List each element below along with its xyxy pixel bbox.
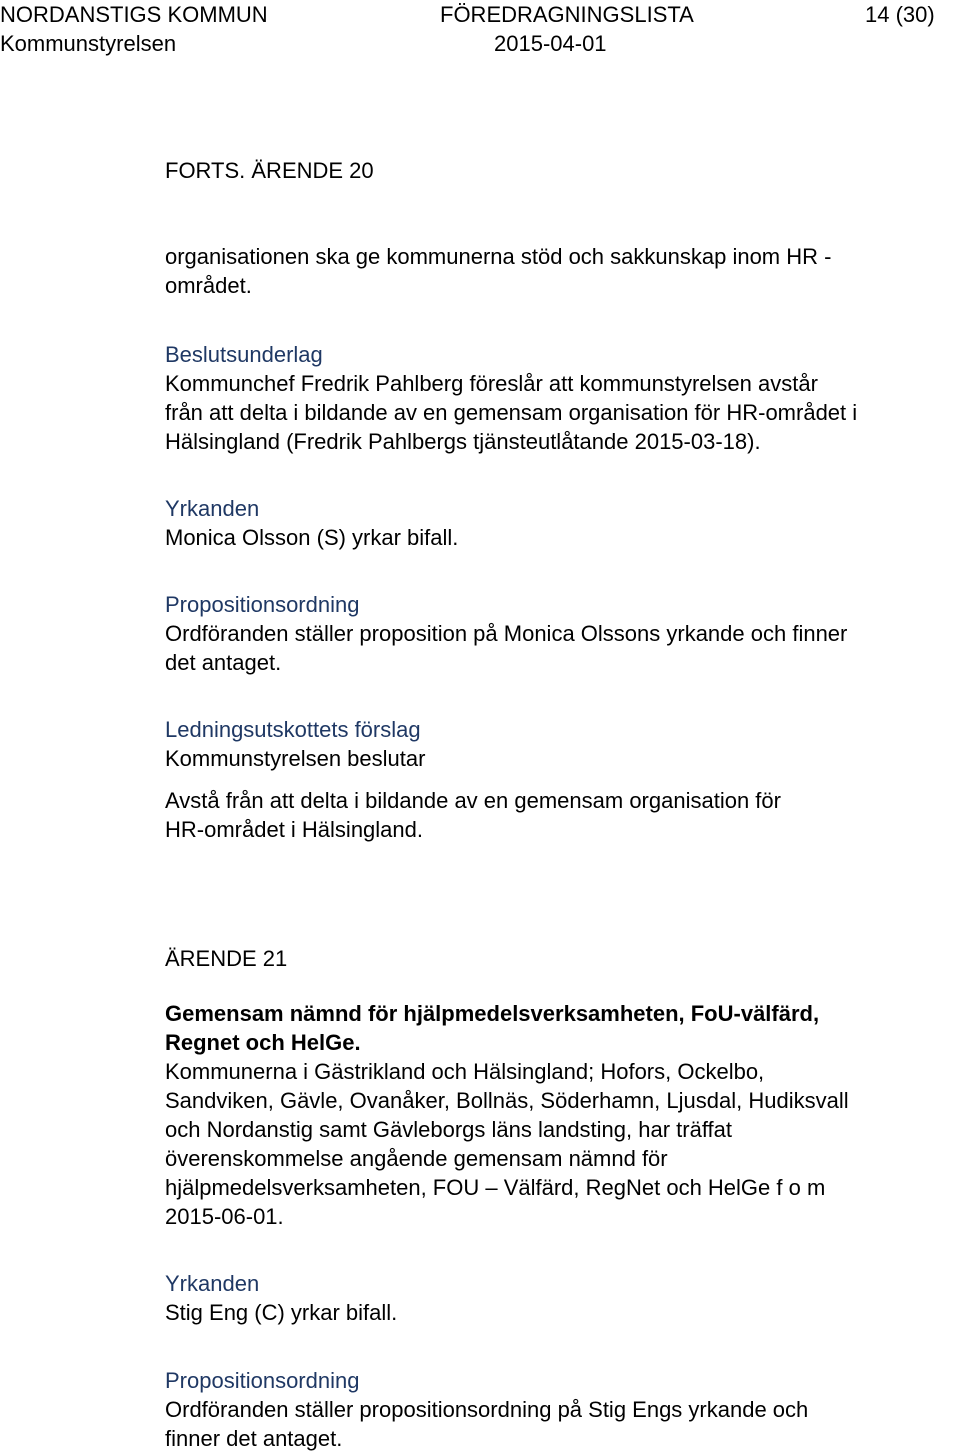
propositionsordning-line: Ordföranden ställer propositionsordning på Stig Engs yrkande och — [165, 1397, 809, 1422]
yrkanden-heading: Yrkanden — [165, 1271, 260, 1296]
propositionsordning-line: det antaget. — [165, 650, 282, 675]
beslutsunderlag-line: Hälsingland (Fredrik Pahlbergs tjänsteutlåtande 2015-03-18). — [165, 429, 761, 454]
forts-paragraph-line: organisationen ska ge kommunerna stöd och sakkunskap inom HR - — [165, 244, 832, 269]
page-header — [0, 0, 960, 60]
arende-21-body-line: överenskommelse angående gemensam nämnd för — [165, 1146, 668, 1171]
beslutsunderlag-heading: Beslutsunderlag — [165, 342, 323, 367]
beslutsunderlag-line: från att delta i bildande av en gemensam organisation för HR-området i — [165, 400, 858, 425]
beslutsunderlag-section — [165, 340, 955, 456]
ledningsutskottets-forslag-section — [165, 715, 955, 773]
yrkanden-heading: Yrkanden — [165, 496, 260, 521]
forts-heading-block — [165, 156, 955, 185]
forts-paragraph-line: området. — [165, 273, 252, 298]
beslutsunderlag-line: Kommunchef Fredrik Pahlberg föreslår att kommunstyrelsen avstår — [165, 371, 818, 396]
arende-21-body-line: Kommunerna i Gästrikland och Hälsingland; Hofors, Ockelbo, — [165, 1059, 765, 1084]
yrkanden-section-21 — [165, 1269, 955, 1327]
decision-line: Avstå från att delta i bildande av en gemensam organisation för — [165, 788, 781, 813]
arende-21-section — [165, 999, 955, 1231]
propositionsordning-heading: Propositionsordning — [165, 592, 360, 617]
arende-21-body-line: 2015-06-01. — [165, 1204, 284, 1229]
yrkanden-text: Stig Eng (C) yrkar bifall. — [165, 1300, 398, 1325]
propositionsordning-section-20 — [165, 590, 955, 677]
arende-21-body-line: och Nordanstig samt Gävleborgs läns landsting, har träffat — [165, 1117, 733, 1142]
header-body-name: Kommunstyrelsen — [0, 31, 177, 56]
propositionsordning-heading: Propositionsordning — [165, 1368, 360, 1393]
forts-paragraph — [165, 242, 955, 300]
ledningsutskottets-forslag-heading: Ledningsutskottets förslag — [165, 717, 421, 742]
arende-21-body-line: hjälpmedelsverksamheten, FOU – Välfärd, RegNet och HelGe f o m — [165, 1175, 826, 1200]
yrkanden-text: Monica Olsson (S) yrkar bifall. — [165, 525, 459, 550]
header-organization: NORDANSTIGS KOMMUN — [0, 2, 268, 27]
header-page-number: 14 (30) — [865, 2, 935, 27]
decision-line: HR-området i Hälsingland. — [165, 817, 423, 842]
header-date: 2015-04-01 — [494, 31, 607, 56]
forts-heading: FORTS. ÄRENDE 20 — [165, 158, 374, 183]
arende-21-title: Gemensam nämnd för hjälpmedelsverksamheten, FoU-välfärd, — [165, 1001, 820, 1026]
arende-21-title: Regnet och HelGe. — [165, 1030, 361, 1055]
arende-21-heading-block — [165, 944, 955, 973]
propositionsordning-section-21 — [165, 1366, 955, 1453]
decision-paragraph — [165, 786, 955, 844]
arende-21-heading: ÄRENDE 21 — [165, 946, 288, 971]
yrkanden-section-20 — [165, 494, 955, 552]
header-document-title: FÖREDRAGNINGSLISTA — [440, 2, 694, 27]
ledningsutskottets-forslag-line: Kommunstyrelsen beslutar — [165, 746, 426, 771]
arende-21-body-line: Sandviken, Gävle, Ovanåker, Bollnäs, Söderhamn, Ljusdal, Hudiksvall — [165, 1088, 849, 1113]
propositionsordning-line: finner det antaget. — [165, 1426, 343, 1451]
propositionsordning-line: Ordföranden ställer proposition på Monica Olssons yrkande och finner — [165, 621, 848, 646]
